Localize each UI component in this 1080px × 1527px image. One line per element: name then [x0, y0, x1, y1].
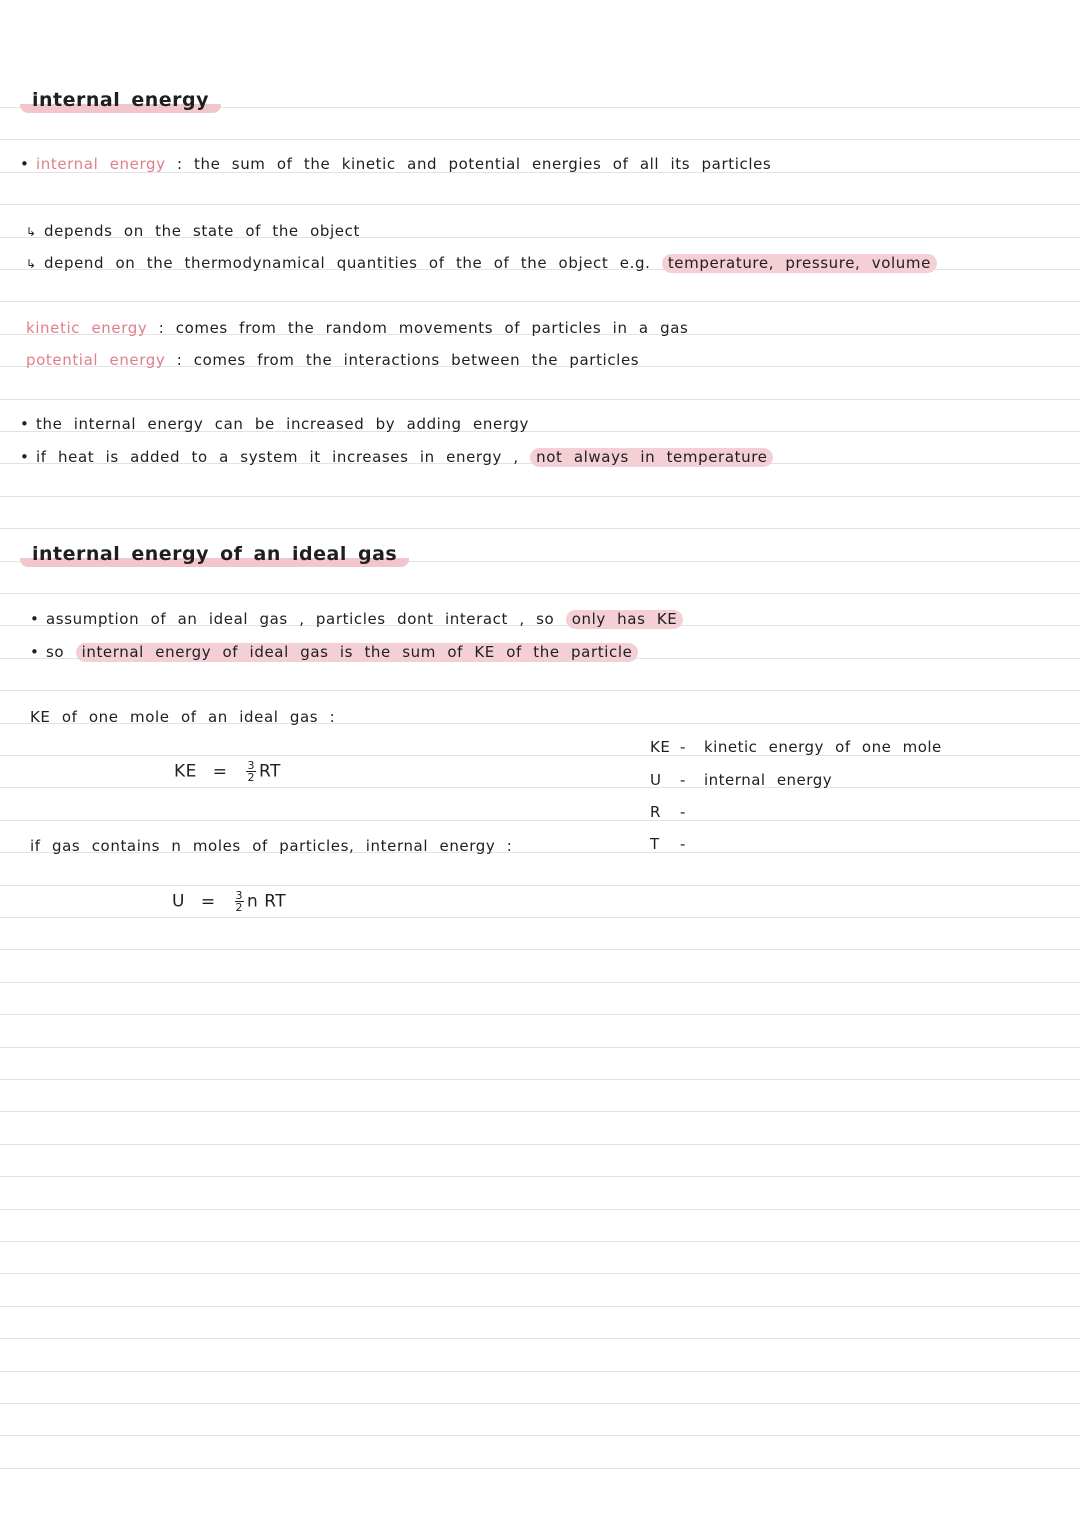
ruled-line: [0, 1111, 1080, 1112]
so-text: so: [46, 643, 65, 661]
potential-energy-line: [26, 350, 639, 370]
legend-meaning: internal energy: [704, 771, 833, 789]
fraction-denominator: 2: [235, 901, 244, 914]
legend-dash: -: [680, 738, 686, 756]
fraction-denominator: 2: [247, 771, 255, 784]
kinetic-energy-text: comes from the random movements of particles in a gas: [175, 319, 689, 337]
ruled-line: [0, 301, 1080, 302]
ruled-line: [0, 1435, 1080, 1436]
bullet-sum-of-ke: [30, 642, 638, 662]
equation-ke: [174, 760, 281, 783]
fraction-numerator: 3: [235, 889, 244, 902]
bullet-dot: •: [20, 415, 30, 433]
bullet-text: assumption of an ideal gas , particles dont interact , so: [46, 610, 555, 628]
ruled-line: [0, 690, 1080, 691]
bullet-text: if heat is added to a system it increases in energy ,: [36, 448, 519, 466]
ruled-line: [0, 1371, 1080, 1372]
eq-rhs: RT: [258, 761, 281, 782]
note-depends-state: [26, 221, 360, 242]
fraction: [246, 760, 256, 783]
ruled-line: [0, 982, 1080, 983]
legend-row-ke: [650, 738, 942, 756]
legend-meaning: kinetic energy of one mole: [704, 738, 942, 756]
highlight-internal-energy-sum: internal energy of ideal gas is the sum of KE of the particle: [76, 643, 639, 662]
ruled-line: [0, 1047, 1080, 1048]
return-arrow-icon: ↳: [26, 225, 37, 239]
ruled-line: [0, 1306, 1080, 1307]
bullet-dot: •: [20, 448, 30, 466]
title-text: internal energy: [20, 89, 221, 113]
ruled-line: [0, 139, 1080, 140]
bullet-dot: •: [30, 610, 40, 628]
legend-row-t: [650, 835, 704, 853]
return-arrow-icon: ↳: [26, 257, 37, 271]
note-text: depend on the thermodynamical quantities of the of the object: [44, 254, 609, 272]
bullet-assumption: [30, 609, 683, 629]
term-kinetic-energy: kinetic energy: [26, 319, 148, 337]
colon: :: [158, 319, 165, 337]
eq-equals: =: [212, 761, 228, 782]
ruled-line: [0, 204, 1080, 205]
ruled-line: [0, 885, 1080, 886]
ruled-line: [0, 1144, 1080, 1145]
highlight-quantities: temperature, pressure, volume: [662, 254, 937, 273]
legend-symbol: R: [650, 803, 661, 821]
legend-dash: -: [680, 771, 686, 789]
ruled-line: [0, 593, 1080, 594]
legend-row-r: [650, 803, 704, 821]
legend-row-u: [650, 771, 832, 789]
highlight-only-ke: only has KE: [566, 610, 684, 629]
colon: :: [176, 351, 183, 369]
kinetic-energy-line: [26, 318, 688, 338]
fraction-numerator: 3: [247, 759, 255, 772]
eq-rhs: n RT: [247, 891, 287, 912]
ke-one-mole-label: [30, 707, 335, 727]
ruled-line: [0, 1176, 1080, 1177]
ruled-line: [0, 820, 1080, 821]
label-text: KE of one mole of an ideal gas :: [30, 708, 336, 726]
ruled-line: [0, 1014, 1080, 1015]
ruled-line: [0, 1209, 1080, 1210]
term-internal-energy: internal energy: [36, 155, 166, 173]
legend-dash: -: [680, 835, 686, 853]
definition-line: [20, 154, 771, 174]
ruled-line: [0, 1468, 1080, 1469]
term-potential-energy: potential energy: [26, 351, 166, 369]
potential-energy-text: comes from the interactions between the particles: [193, 351, 640, 369]
ruled-line: [0, 917, 1080, 918]
ruled-line: [0, 1079, 1080, 1080]
n-moles-label: [30, 836, 512, 856]
ruled-line: [0, 528, 1080, 529]
eq-lhs: KE: [174, 761, 197, 782]
legend-symbol: U: [650, 771, 662, 789]
label-text: if gas contains n moles of particles, internal energy :: [30, 837, 513, 855]
ruled-line: [0, 1338, 1080, 1339]
ruled-line: [0, 1241, 1080, 1242]
bullet-text: the internal energy can be increased by adding energy: [36, 415, 529, 433]
section-title-internal-energy: [20, 90, 221, 110]
ruled-line: [0, 399, 1080, 400]
bullet-increase-energy: [20, 414, 529, 434]
ruled-line: [0, 787, 1080, 788]
definition-text: the sum of the kinetic and potential energies of all its particles: [194, 155, 772, 173]
section-title-ideal-gas: [20, 544, 409, 564]
note-thermodynamic-quantities: [26, 253, 937, 274]
bullet-dot: •: [30, 643, 40, 661]
legend-dash: -: [680, 803, 686, 821]
ruled-line: [0, 949, 1080, 950]
highlight-not-always: not always in temperature: [530, 448, 773, 467]
bullet-dot: •: [20, 155, 30, 173]
ruled-line: [0, 1273, 1080, 1274]
bullet-heat-added: [20, 447, 773, 467]
legend-symbol: KE: [650, 738, 671, 756]
eg-text: e.g.: [619, 254, 651, 272]
title-text: internal energy of an ideal gas: [20, 543, 409, 567]
colon: :: [176, 155, 183, 173]
ruled-line: [0, 496, 1080, 497]
ruled-line: [0, 1403, 1080, 1404]
note-text: depends on the state of the object: [44, 222, 360, 240]
eq-equals: =: [200, 891, 216, 912]
equation-u: [172, 890, 286, 913]
legend-symbol: T: [650, 835, 660, 853]
fraction: [235, 890, 245, 913]
eq-lhs: U: [172, 891, 185, 912]
